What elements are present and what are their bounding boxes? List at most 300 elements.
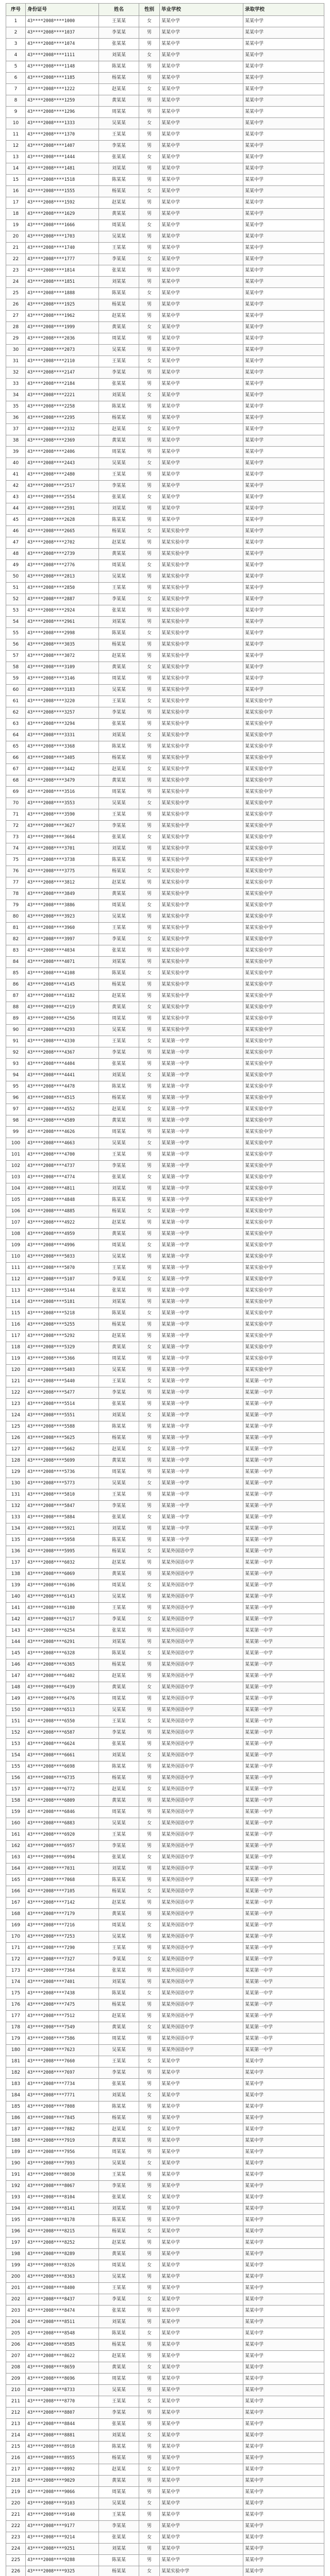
cell-name: 周某某 bbox=[99, 447, 139, 458]
table-row bbox=[6, 2272, 324, 2283]
cell-target: 某某实验中学 bbox=[243, 1047, 324, 1059]
cell-name: 周某某 bbox=[99, 787, 139, 798]
cell-target: 某某中学 bbox=[243, 458, 324, 469]
table-row bbox=[6, 1931, 324, 1943]
cell-gender: 男 bbox=[139, 1739, 160, 1750]
cell-seq: 1 bbox=[6, 16, 26, 27]
cell-gender: 男 bbox=[139, 435, 160, 447]
cell-id: 43****2008****1962 bbox=[26, 311, 99, 322]
table-row bbox=[6, 1410, 324, 1421]
table-row bbox=[6, 1761, 324, 1773]
cell-school: 某某中学 bbox=[160, 2147, 243, 2158]
cell-seq: 31 bbox=[6, 356, 26, 367]
cell-target: 某某第一中学 bbox=[243, 1705, 324, 1716]
cell-target: 某某中学 bbox=[243, 2566, 324, 2576]
cell-seq: 75 bbox=[6, 855, 26, 866]
cell-gender: 男 bbox=[139, 787, 160, 798]
cell-school: 某某中学 bbox=[160, 61, 243, 73]
cell-gender: 男 bbox=[139, 651, 160, 662]
cell-target: 某某中学 bbox=[243, 2102, 324, 2113]
cell-name: 吴某某 bbox=[99, 1365, 139, 1376]
cell-target: 某某第一中学 bbox=[243, 1637, 324, 1648]
cell-school: 某某外国语中学 bbox=[160, 1818, 243, 1829]
cell-gender: 男 bbox=[139, 73, 160, 84]
cell-target: 某某实验中学 bbox=[243, 1002, 324, 1013]
cell-school: 某某实验中学 bbox=[160, 1002, 243, 1013]
cell-target: 某某中学 bbox=[243, 2067, 324, 2079]
cell-school: 某某实验中学 bbox=[160, 560, 243, 571]
cell-gender: 男 bbox=[139, 345, 160, 356]
cell-school: 某某实验中学 bbox=[160, 1013, 243, 1025]
cell-name: 刘某某 bbox=[99, 277, 139, 288]
cell-target: 某某中学 bbox=[243, 95, 324, 107]
cell-school: 某某第一中学 bbox=[160, 1229, 243, 1240]
cell-name: 刘某某 bbox=[99, 843, 139, 855]
cell-gender: 女 bbox=[139, 2124, 160, 2136]
cell-gender: 女 bbox=[139, 526, 160, 537]
cell-gender: 男 bbox=[139, 2045, 160, 2056]
cell-seq: 10 bbox=[6, 118, 26, 129]
cell-school: 某某实验中学 bbox=[160, 957, 243, 968]
cell-name: 赵某某 bbox=[99, 424, 139, 435]
cell-seq: 53 bbox=[6, 605, 26, 617]
cell-gender: 男 bbox=[139, 2374, 160, 2385]
cell-gender: 男 bbox=[139, 1773, 160, 1784]
cell-gender: 男 bbox=[139, 1047, 160, 1059]
cell-school: 某某中学 bbox=[160, 39, 243, 50]
cell-target: 某某实验中学 bbox=[243, 1331, 324, 1342]
cell-name: 吴某某 bbox=[99, 798, 139, 809]
table-row bbox=[6, 934, 324, 945]
cell-id: 43****2008****7882 bbox=[26, 2124, 99, 2136]
cell-target: 某某实验中学 bbox=[243, 1251, 324, 1263]
cell-gender: 男 bbox=[139, 1829, 160, 1841]
cell-target: 某某中学 bbox=[243, 39, 324, 50]
cell-seq: 29 bbox=[6, 333, 26, 345]
table-row bbox=[6, 2453, 324, 2464]
cell-name: 刘某某 bbox=[99, 617, 139, 628]
cell-gender: 女 bbox=[139, 662, 160, 673]
cell-seq: 150 bbox=[6, 1705, 26, 1716]
cell-name: 黄某某 bbox=[99, 1795, 139, 1807]
cell-school: 某某第一中学 bbox=[160, 1206, 243, 1217]
cell-target: 某某第一中学 bbox=[243, 1841, 324, 1852]
table-row bbox=[6, 945, 324, 957]
cell-school: 某某中学 bbox=[160, 220, 243, 231]
cell-seq: 78 bbox=[6, 889, 26, 900]
cell-seq: 43 bbox=[6, 492, 26, 503]
table-row bbox=[6, 186, 324, 197]
cell-gender: 男 bbox=[139, 1625, 160, 1637]
cell-seq: 35 bbox=[6, 401, 26, 413]
cell-name: 李某某 bbox=[99, 2067, 139, 2079]
table-row bbox=[6, 299, 324, 311]
cell-target: 某某实验中学 bbox=[243, 798, 324, 809]
cell-name: 陈某某 bbox=[99, 2442, 139, 2453]
cell-seq: 97 bbox=[6, 1104, 26, 1115]
cell-gender: 男 bbox=[139, 685, 160, 696]
cell-id: 43****2008****3146 bbox=[26, 673, 99, 685]
cell-school: 某某实验中学 bbox=[160, 911, 243, 923]
cell-school: 某某中学 bbox=[160, 16, 243, 27]
cell-seq: 69 bbox=[6, 787, 26, 798]
cell-gender: 男 bbox=[139, 2340, 160, 2351]
cell-school: 某某中学 bbox=[160, 2351, 243, 2362]
table-row bbox=[6, 1875, 324, 1886]
cell-name: 周某某 bbox=[99, 107, 139, 118]
cell-id: 43****2008****5514 bbox=[26, 1399, 99, 1410]
cell-target: 某某实验中学 bbox=[243, 1342, 324, 1353]
cell-seq: 90 bbox=[6, 1025, 26, 1036]
cell-gender: 男 bbox=[139, 821, 160, 832]
cell-target: 某某实验中学 bbox=[243, 707, 324, 719]
cell-name: 张某某 bbox=[99, 265, 139, 277]
cell-seq: 201 bbox=[6, 2283, 26, 2294]
cell-id: 43****2008****7179 bbox=[26, 1909, 99, 1920]
cell-school: 某某第一中学 bbox=[160, 1081, 243, 1093]
cell-target: 某某第一中学 bbox=[243, 1444, 324, 1455]
cell-name: 周某某 bbox=[99, 1127, 139, 1138]
cell-id: 43****2008****6624 bbox=[26, 1739, 99, 1750]
table-row bbox=[6, 265, 324, 277]
cell-name: 陈某某 bbox=[99, 1648, 139, 1659]
cell-gender: 男 bbox=[139, 2215, 160, 2226]
cell-school: 某某中学 bbox=[160, 2249, 243, 2260]
cell-gender: 男 bbox=[139, 1569, 160, 1580]
cell-seq: 155 bbox=[6, 1761, 26, 1773]
cell-school: 某某第一中学 bbox=[160, 1093, 243, 1104]
cell-target: 某某中学 bbox=[243, 2464, 324, 2476]
cell-target: 某某第一中学 bbox=[243, 1659, 324, 1671]
cell-name: 李某某 bbox=[99, 1841, 139, 1852]
cell-id: 43****2008****8881 bbox=[26, 2430, 99, 2442]
cell-target: 某某中学 bbox=[243, 639, 324, 651]
cell-school: 某某第一中学 bbox=[160, 1036, 243, 1047]
cell-gender: 女 bbox=[139, 1036, 160, 1047]
cell-gender: 女 bbox=[139, 696, 160, 707]
cell-gender: 男 bbox=[139, 515, 160, 526]
cell-name: 吴某某 bbox=[99, 2158, 139, 2170]
cell-seq: 210 bbox=[6, 2385, 26, 2396]
cell-gender: 男 bbox=[139, 2283, 160, 2294]
cell-seq: 108 bbox=[6, 1229, 26, 1240]
cell-seq: 112 bbox=[6, 1274, 26, 1285]
cell-seq: 213 bbox=[6, 2419, 26, 2430]
cell-seq: 154 bbox=[6, 1750, 26, 1761]
cell-id: 43****2008****2702 bbox=[26, 537, 99, 549]
table-row bbox=[6, 821, 324, 832]
table-row bbox=[6, 254, 324, 265]
cell-name: 周某某 bbox=[99, 560, 139, 571]
cell-school: 某某中学 bbox=[160, 2079, 243, 2090]
cell-school: 某某外国语中学 bbox=[160, 1988, 243, 1999]
cell-name: 杨某某 bbox=[99, 413, 139, 424]
cell-name: 陈某某 bbox=[99, 1875, 139, 1886]
cell-seq: 199 bbox=[6, 2260, 26, 2272]
cell-id: 43****2008****6217 bbox=[26, 1614, 99, 1625]
cell-id: 43****2008****7364 bbox=[26, 1965, 99, 1977]
cell-id: 43****2008****7993 bbox=[26, 2158, 99, 2170]
cell-id: 43****2008****6254 bbox=[26, 1625, 99, 1637]
cell-gender: 女 bbox=[139, 628, 160, 639]
cell-seq: 54 bbox=[6, 617, 26, 628]
cell-name: 周某某 bbox=[99, 1920, 139, 1931]
cell-gender: 男 bbox=[139, 2510, 160, 2521]
cell-seq: 24 bbox=[6, 277, 26, 288]
cell-gender: 男 bbox=[139, 2136, 160, 2147]
cell-name: 赵某某 bbox=[99, 1897, 139, 1909]
cell-name: 赵某某 bbox=[99, 197, 139, 209]
cell-school: 某某中学 bbox=[160, 2430, 243, 2442]
cell-school: 某某中学 bbox=[160, 277, 243, 288]
header-school: 毕业学校 bbox=[160, 4, 243, 16]
table-row bbox=[6, 1750, 324, 1761]
cell-school: 某某实验中学 bbox=[160, 2566, 243, 2576]
cell-id: 43****2008****5625 bbox=[26, 1433, 99, 1444]
cell-name: 张某某 bbox=[99, 2532, 139, 2544]
cell-seq: 61 bbox=[6, 696, 26, 707]
cell-seq: 38 bbox=[6, 435, 26, 447]
cell-gender: 男 bbox=[139, 333, 160, 345]
table-row bbox=[6, 685, 324, 696]
cell-gender: 女 bbox=[139, 186, 160, 197]
cell-id: 43****2008****4885 bbox=[26, 1206, 99, 1217]
header-seq: 序号 bbox=[6, 4, 26, 16]
cell-gender: 男 bbox=[139, 855, 160, 866]
cell-school: 某某实验中学 bbox=[160, 809, 243, 821]
header-id: 身份证号 bbox=[26, 4, 99, 16]
cell-id: 43****2008****8326 bbox=[26, 2260, 99, 2272]
cell-target: 某某第一中学 bbox=[243, 1875, 324, 1886]
cell-id: 43****2008****1407 bbox=[26, 141, 99, 152]
table-row bbox=[6, 1557, 324, 1569]
cell-id: 43****2008****1185 bbox=[26, 73, 99, 84]
cell-school: 某某外国语中学 bbox=[160, 1965, 243, 1977]
cell-seq: 14 bbox=[6, 163, 26, 175]
cell-name: 吴某某 bbox=[99, 458, 139, 469]
cell-target: 某某实验中学 bbox=[243, 1138, 324, 1149]
cell-target: 某某中学 bbox=[243, 163, 324, 175]
cell-name: 陈某某 bbox=[99, 2102, 139, 2113]
cell-id: 43****2008****2961 bbox=[26, 617, 99, 628]
cell-school: 某某实验中学 bbox=[160, 979, 243, 991]
cell-id: 43****2008****7956 bbox=[26, 2147, 99, 2158]
cell-target: 某某第一中学 bbox=[243, 1501, 324, 1512]
cell-school: 某某第一中学 bbox=[160, 1535, 243, 1546]
cell-id: 43****2008****4552 bbox=[26, 1104, 99, 1115]
cell-name: 张某某 bbox=[99, 1285, 139, 1297]
cell-gender: 男 bbox=[139, 1603, 160, 1614]
table-row bbox=[6, 957, 324, 968]
cell-id: 43****2008****7031 bbox=[26, 1863, 99, 1875]
table-row bbox=[6, 753, 324, 764]
cell-seq: 174 bbox=[6, 1977, 26, 1988]
cell-gender: 女 bbox=[139, 2192, 160, 2204]
table-row bbox=[6, 481, 324, 492]
cell-school: 某某外国语中学 bbox=[160, 1954, 243, 1965]
cell-seq: 39 bbox=[6, 447, 26, 458]
cell-seq: 203 bbox=[6, 2306, 26, 2317]
cell-id: 43****2008****3960 bbox=[26, 923, 99, 934]
cell-id: 43****2008****6402 bbox=[26, 1671, 99, 1682]
cell-name: 黄某某 bbox=[99, 549, 139, 560]
cell-target: 某某第一中学 bbox=[243, 1455, 324, 1467]
cell-name: 李某某 bbox=[99, 1047, 139, 1059]
cell-school: 某某实验中学 bbox=[160, 730, 243, 741]
cell-gender: 女 bbox=[139, 1308, 160, 1319]
cell-target: 某某中学 bbox=[243, 583, 324, 594]
cell-seq: 222 bbox=[6, 2521, 26, 2532]
cell-seq: 34 bbox=[6, 390, 26, 401]
cell-target: 某某中学 bbox=[243, 2079, 324, 2090]
cell-id: 43****2008****7586 bbox=[26, 2033, 99, 2045]
cell-name: 黄某某 bbox=[99, 662, 139, 673]
cell-seq: 206 bbox=[6, 2340, 26, 2351]
cell-id: 43****2008****2332 bbox=[26, 424, 99, 435]
cell-target: 某某第一中学 bbox=[243, 1535, 324, 1546]
table-row bbox=[6, 1501, 324, 1512]
cell-school: 某某第一中学 bbox=[160, 1104, 243, 1115]
header-name: 姓名 bbox=[99, 4, 139, 16]
cell-id: 43****2008****4996 bbox=[26, 1240, 99, 1251]
cell-gender: 男 bbox=[139, 911, 160, 923]
cell-name: 刘某某 bbox=[99, 390, 139, 401]
cell-id: 43****2008****6069 bbox=[26, 1569, 99, 1580]
cell-target: 某某实验中学 bbox=[243, 1036, 324, 1047]
cell-gender: 女 bbox=[139, 458, 160, 469]
cell-id: 43****2008****3442 bbox=[26, 764, 99, 775]
cell-seq: 106 bbox=[6, 1206, 26, 1217]
cell-school: 某某中学 bbox=[160, 209, 243, 220]
cell-target: 某某中学 bbox=[243, 413, 324, 424]
cell-gender: 男 bbox=[139, 1399, 160, 1410]
cell-target: 某某第一中学 bbox=[243, 1761, 324, 1773]
cell-target: 某某中学 bbox=[243, 2396, 324, 2408]
table-row bbox=[6, 118, 324, 129]
cell-name: 杨某某 bbox=[99, 2340, 139, 2351]
table-row bbox=[6, 549, 324, 560]
cell-id: 43****2008****7438 bbox=[26, 1988, 99, 1999]
cell-school: 某某中学 bbox=[160, 515, 243, 526]
cell-id: 43****2008****7697 bbox=[26, 2067, 99, 2079]
table-row bbox=[6, 2294, 324, 2306]
cell-name: 王某某 bbox=[99, 16, 139, 27]
cell-name: 杨某某 bbox=[99, 299, 139, 311]
cell-name: 周某某 bbox=[99, 1353, 139, 1365]
cell-target: 某某中学 bbox=[243, 537, 324, 549]
table-row bbox=[6, 1784, 324, 1795]
cell-school: 某某中学 bbox=[160, 2158, 243, 2170]
table-row bbox=[6, 2022, 324, 2033]
cell-target: 某某中学 bbox=[243, 50, 324, 61]
cell-seq: 158 bbox=[6, 1795, 26, 1807]
cell-id: 43****2008****5403 bbox=[26, 1365, 99, 1376]
cell-target: 某某中学 bbox=[243, 673, 324, 685]
cell-school: 某某外国语中学 bbox=[160, 1807, 243, 1818]
table-row bbox=[6, 2521, 324, 2532]
cell-target: 某某第一中学 bbox=[243, 2045, 324, 2056]
cell-school: 某某第一中学 bbox=[160, 1387, 243, 1399]
cell-name: 刘某某 bbox=[99, 1750, 139, 1761]
table-row bbox=[6, 583, 324, 594]
table-row bbox=[6, 2430, 324, 2442]
cell-name: 黄某某 bbox=[99, 2249, 139, 2260]
cell-target: 某某中学 bbox=[243, 2362, 324, 2374]
table-row bbox=[6, 1988, 324, 1999]
table-row bbox=[6, 197, 324, 209]
cell-target: 某某第一中学 bbox=[243, 1795, 324, 1807]
cell-gender: 男 bbox=[139, 2521, 160, 2532]
cell-id: 43****2008****2591 bbox=[26, 503, 99, 515]
cell-id: 43****2008****8437 bbox=[26, 2294, 99, 2306]
cell-id: 43****2008****4219 bbox=[26, 1002, 99, 1013]
cell-seq: 128 bbox=[6, 1455, 26, 1467]
cell-school: 某某第一中学 bbox=[160, 1251, 243, 1263]
cell-target: 某某实验中学 bbox=[243, 968, 324, 979]
cell-school: 某某外国语中学 bbox=[160, 1875, 243, 1886]
table-row bbox=[6, 2067, 324, 2079]
cell-target: 某某第一中学 bbox=[243, 1614, 324, 1625]
cell-id: 43****2008****4330 bbox=[26, 1036, 99, 1047]
cell-school: 某某外国语中学 bbox=[160, 1557, 243, 1569]
table-row bbox=[6, 1138, 324, 1149]
cell-seq: 23 bbox=[6, 265, 26, 277]
cell-id: 43****2008****6513 bbox=[26, 1705, 99, 1716]
cell-target: 某某中学 bbox=[243, 186, 324, 197]
cell-seq: 21 bbox=[6, 243, 26, 254]
cell-target: 某某实验中学 bbox=[243, 1013, 324, 1025]
table-row bbox=[6, 2124, 324, 2136]
cell-id: 43****2008****4441 bbox=[26, 1070, 99, 1081]
cell-name: 周某某 bbox=[99, 1013, 139, 1025]
cell-id: 43****2008****7142 bbox=[26, 1897, 99, 1909]
cell-seq: 151 bbox=[6, 1716, 26, 1727]
cell-id: 43****2008****2517 bbox=[26, 481, 99, 492]
cell-target: 某某第一中学 bbox=[243, 1671, 324, 1682]
cell-target: 某某中学 bbox=[243, 2317, 324, 2328]
cell-id: 43****2008****8696 bbox=[26, 2374, 99, 2385]
cell-school: 某某外国语中学 bbox=[160, 1761, 243, 1773]
table-row bbox=[6, 1999, 324, 2011]
cell-seq: 135 bbox=[6, 1535, 26, 1546]
table-row bbox=[6, 1455, 324, 1467]
cell-gender: 女 bbox=[139, 220, 160, 231]
cell-name: 陈某某 bbox=[99, 855, 139, 866]
cell-id: 43****2008****8844 bbox=[26, 2419, 99, 2430]
cell-seq: 47 bbox=[6, 537, 26, 549]
cell-name: 刘某某 bbox=[99, 1183, 139, 1195]
cell-name: 王某某 bbox=[99, 129, 139, 141]
cell-gender: 男 bbox=[139, 1025, 160, 1036]
cell-target: 某某实验中学 bbox=[243, 1240, 324, 1251]
table-row bbox=[6, 571, 324, 583]
cell-name: 赵某某 bbox=[99, 991, 139, 1002]
cell-school: 某某中学 bbox=[160, 2272, 243, 2283]
cell-id: 43****2008****5440 bbox=[26, 1376, 99, 1387]
cell-school: 某某实验中学 bbox=[160, 639, 243, 651]
table-row bbox=[6, 1263, 324, 1274]
table-row bbox=[6, 809, 324, 821]
cell-seq: 211 bbox=[6, 2396, 26, 2408]
cell-school: 某某第一中学 bbox=[160, 1195, 243, 1206]
cell-gender: 男 bbox=[139, 877, 160, 889]
cell-seq: 81 bbox=[6, 923, 26, 934]
cell-id: 43****2008****2258 bbox=[26, 401, 99, 413]
cell-seq: 16 bbox=[6, 186, 26, 197]
cell-target: 某某中学 bbox=[243, 2272, 324, 2283]
cell-school: 某某外国语中学 bbox=[160, 1977, 243, 1988]
cell-name: 赵某某 bbox=[99, 1331, 139, 1342]
